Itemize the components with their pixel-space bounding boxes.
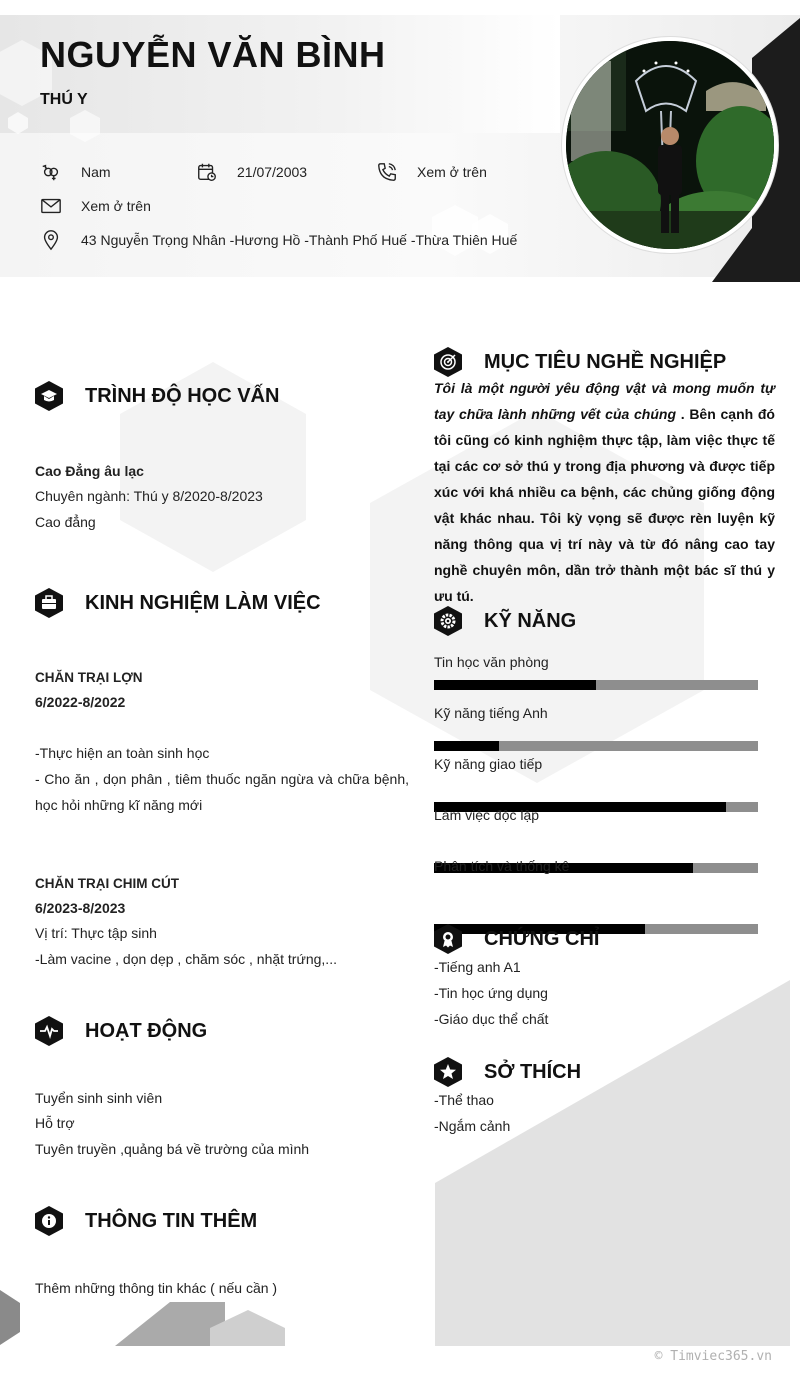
envelope-icon [40, 195, 62, 217]
activities-section-header [35, 1016, 207, 1046]
job-2-period: 6/2023-8/2023 [35, 900, 126, 916]
certificate-item-2: -Tin học ứng dụng [434, 985, 548, 1001]
experience-section-header [35, 588, 321, 618]
additional-text: Thêm những thông tin khác ( nếu cần ) [35, 1280, 278, 1296]
candidate-name: NGUYỄN VĂN BÌNH [40, 34, 386, 75]
birthday-value: 21/07/2003 [237, 164, 308, 180]
certificate-item-1: -Tiếng anh A1 [434, 959, 521, 975]
email-row [40, 195, 151, 217]
gear-icon [434, 606, 462, 636]
job-2-company: CHĂN TRẠI CHIM CÚT [35, 876, 179, 891]
job-1-period: 6/2022-8/2022 [35, 694, 126, 710]
address-value: 43 Nguyễn Trọng Nhân -Hương Hồ -Thành Phố Huế -Thừa Thiên Huế [81, 232, 518, 248]
star-icon [434, 1057, 462, 1087]
skill-1-fill [434, 680, 596, 690]
skill-2-bar [434, 741, 758, 751]
skill-2-fill [434, 741, 499, 751]
hobby-item-2: -Ngắm cảnh [434, 1118, 511, 1134]
activity-item-3: Tuyên truyền ,quảng bá về trường của mình [35, 1141, 310, 1157]
job-1-line-1: -Thực hiện an toàn sinh học [35, 745, 210, 761]
pulse-icon [35, 1016, 63, 1046]
job-title: THÚ Y [40, 91, 88, 108]
profile-photo [562, 37, 778, 253]
gender-icon [40, 161, 62, 183]
objective-title: MỤC TIÊU NGHỀ NGHIỆP [484, 350, 727, 373]
skills-title: KỸ NĂNG [484, 609, 577, 632]
additional-title: THÔNG TIN THÊM [85, 1209, 258, 1232]
birthday-row [196, 161, 307, 183]
objective-section-header [434, 347, 726, 377]
watermark: © Timviec365.vn [654, 1349, 772, 1364]
award-medal-icon [434, 924, 462, 954]
job-1-company: CHĂN TRẠI LỢN [35, 670, 143, 685]
education-title: TRÌNH ĐỘ HỌC VẤN [85, 384, 280, 407]
skill-1-label: Tin học văn phòng [434, 654, 549, 670]
education-school: Cao Đẳng âu lạc [35, 463, 144, 479]
info-icon [35, 1206, 63, 1236]
target-icon [434, 347, 462, 377]
skill-1-bar [434, 680, 758, 690]
hobbies-section-header [434, 1057, 581, 1087]
additional-section-header [35, 1206, 257, 1236]
job-2-line-2: -Làm vacine , dọn dẹp , chăm sóc , nhặt trứng,... [35, 951, 337, 967]
objective-italic: Tôi là một người yêu động vật và mong muốn tự tay chữa lành những vết của chúng [434, 380, 775, 422]
education-major: Chuyên ngành: Thú y 8/2020-8/2023 [35, 488, 263, 504]
briefcase-icon [35, 588, 63, 618]
hobby-item-1: -Thể thao [434, 1092, 494, 1108]
job-2-line-1: Vị trí: Thực tập sinh [35, 925, 157, 941]
address-row [40, 229, 517, 251]
location-pin-icon [40, 229, 62, 251]
hobbies-title: SỞ THÍCH [484, 1060, 582, 1083]
activities-title: HOẠT ĐỘNG [85, 1019, 208, 1042]
graduation-cap-icon [35, 381, 63, 411]
job-1-line-2: - Cho ăn , dọn phân , tiêm thuốc ngăn ngừa và chữa bệnh, học hỏi những kĩ năng mới [35, 771, 409, 813]
phone-value: Xem ở trên [417, 164, 487, 180]
phone-row [376, 161, 487, 183]
gender-row [40, 161, 111, 183]
skill-3-label: Kỹ năng giao tiếp [434, 756, 543, 772]
objective-text [434, 375, 775, 609]
activity-item-1: Tuyển sinh sinh viên [35, 1090, 163, 1106]
certificates-title: CHỨNG CHỈ [484, 927, 600, 950]
skill-5-label: Phân tích và thống kê [434, 858, 570, 874]
education-level: Cao đẳng [35, 514, 96, 530]
certificate-item-3: -Giáo dục thể chất [434, 1011, 549, 1027]
calendar-icon [196, 161, 218, 183]
gender-value: Nam [81, 164, 111, 180]
skill-2-label: Kỹ năng tiếng Anh [434, 705, 548, 721]
skill-4-label: Làm việc độc lập [434, 807, 540, 823]
education-section-header [35, 381, 279, 411]
activity-item-2: Hỗ trợ [35, 1115, 75, 1131]
experience-title: KINH NGHIỆM LÀM VIỆC [85, 591, 321, 614]
skills-section-header [434, 606, 576, 636]
email-value: Xem ở trên [81, 198, 151, 214]
phone-icon [376, 161, 398, 183]
objective-rest: . Bên cạnh đó tôi cũng có kinh nghiệm thực tập, làm việc thực tế tại các cơ sở thú y trong địa phương và được tiếp xúc với khá nhiều ca bệnh, các chủng giống động vật khác nhau. Tôi kỳ vọng sẽ được rèn luyện kỹ năng thông qua vị trí này và từ đó nâng cao tay nghề chuyên môn, dần trở thành một bác sĩ thú y ưu tú. [434, 406, 775, 604]
certificates-section-header [434, 924, 599, 954]
